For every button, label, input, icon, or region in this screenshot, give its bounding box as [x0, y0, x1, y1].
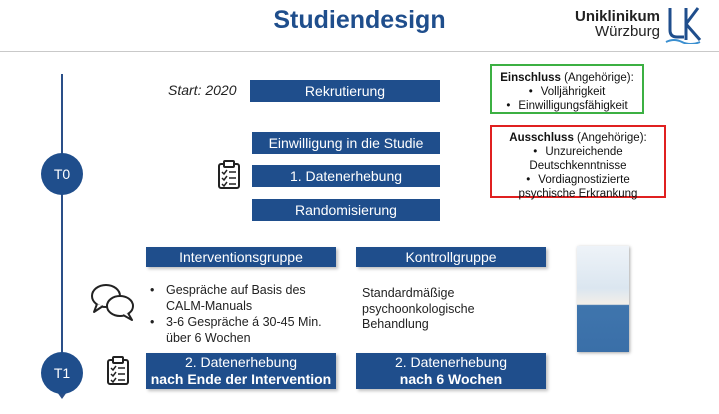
intervention-bullet: • 3-6 Gespräche á 30-45 Min. über 6 Wochen — [146, 315, 346, 346]
step-consent: Einwilligung in die Studie — [252, 132, 440, 154]
exclusion-criteria-box — [490, 125, 666, 198]
intervention-data-line2: nach Ende der Intervention — [150, 371, 332, 387]
inclusion-heading: Einschluss — [500, 72, 561, 84]
timepoint-t1: T1 — [41, 352, 83, 394]
intervention-bullet: • Gespräche auf Basis des CALM-Manuals — [146, 283, 346, 314]
step-recruitment: Rekrutierung — [250, 80, 440, 102]
control-data-collection-2 — [356, 353, 546, 389]
step-data-collection-1: 1. Datenerhebung — [252, 165, 440, 187]
logo — [575, 9, 660, 39]
timepoint-t0: T0 — [41, 153, 83, 195]
exclusion-item: • Unzureichende Deutschkenntnisse — [492, 145, 664, 173]
logo-line1: Uniklinikum — [575, 8, 661, 25]
inclusion-qualifier: (Angehörige): — [560, 72, 634, 84]
control-data-line2: nach 6 Wochen — [399, 371, 503, 387]
logo-mark-icon — [664, 4, 706, 44]
exclusion-item: • Vordiagnostizierte psychische Erkrankung — [492, 173, 664, 201]
control-group-label: Kontrollgruppe — [356, 247, 546, 267]
intervention-group-label: Interventionsgruppe — [146, 247, 336, 267]
manual-book-image — [577, 246, 629, 352]
clipboard-icon — [217, 160, 241, 190]
inclusion-item: • Einwilligungsfähigkeit — [492, 99, 642, 113]
step-randomization: Randomisierung — [252, 199, 440, 221]
exclusion-qualifier: (Angehörige): — [573, 132, 647, 144]
logo-line2: Würzburg — [594, 23, 660, 40]
page-title: Studiendesign — [273, 6, 446, 34]
control-description: Standardmäßige psychoonkologische Behandlung — [362, 286, 475, 331]
intervention-data-collection-2 — [146, 353, 336, 389]
header-divider — [0, 51, 719, 52]
intervention-details — [146, 283, 346, 346]
start-label: Start: 2020 — [168, 82, 237, 98]
intervention-data-line1: 2. Datenerhebung — [184, 354, 298, 370]
timeline-axis — [61, 74, 63, 394]
clipboard-icon — [106, 356, 130, 386]
exclusion-heading: Ausschluss — [509, 132, 574, 144]
speech-bubbles-icon — [90, 282, 136, 322]
inclusion-item: • Volljährigkeit — [492, 85, 642, 99]
control-data-line1: 2. Datenerhebung — [394, 354, 508, 370]
inclusion-criteria-box — [490, 64, 644, 114]
